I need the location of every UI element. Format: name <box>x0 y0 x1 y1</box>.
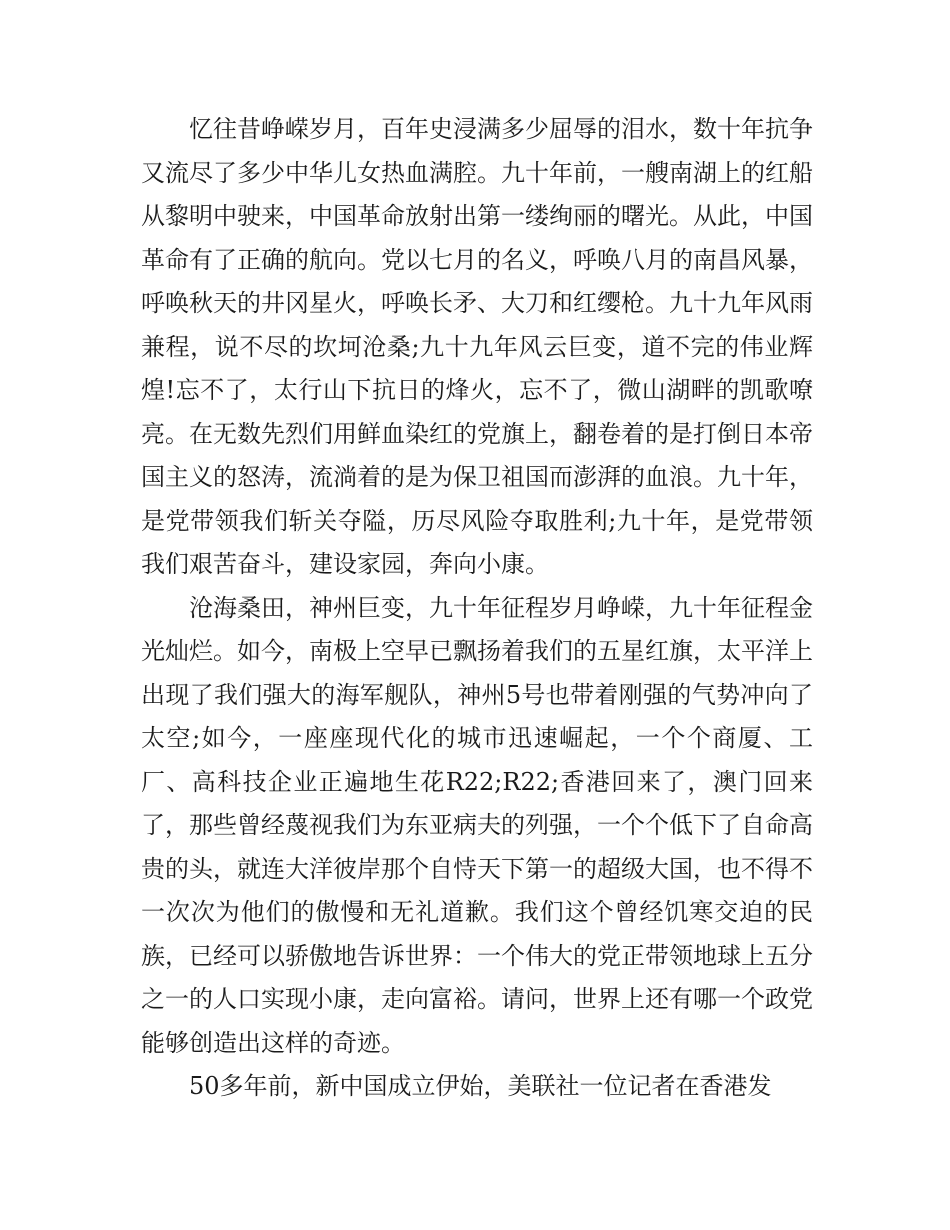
document-body <box>141 108 813 1109</box>
paragraph-2: 沧海桑田，神州巨变，九十年征程岁月峥嵘，九十年征程金光灿烂。如今，南极上空早已飘扬着我们的五星红旗，太平洋上出现了我们强大的海军舰队，神州5号也带着刚强的气势冲向了太空;如今，一座座现代化的城市迅速崛起，一个个商厦、工厂、高科技企业正遍地生花R22;R22;香港回来了，澳门回来了，那些曾经蔑视我们为东亚病夫的列强，一个个低下了自命高贵的头，就连大洋彼岸那个自恃天下第一的超级大国，也不得不一次次为他们的傲慢和无礼道歉。我们这个曾经饥寒交迫的民族，已经可以骄傲地告诉世界：一个伟大的党正带领地球上五分之一的人口实现小康，走向富裕。请问，世界上还有哪一个政党能够创造出这样的奇迹。 <box>141 593 813 1057</box>
paragraph-3: 50多年前，新中国成立伊始，美联社一位记者在香港发 <box>189 1072 772 1100</box>
paragraph-1: 忆往昔峥嵘岁月，百年史浸满多少屈辱的泪水，数十年抗争又流尽了多少中华儿女热血满腔。九十年前，一艘南湖上的红船从黎明中驶来，中国革命放射出第一缕绚丽的曙光。从此，中国革命有了正确的航向。党以七月的名义，呼唤八月的南昌风暴，呼唤秋天的井冈星火，呼唤长矛、大刀和红缨枪。九十九年风雨兼程，说不尽的坎坷沧桑;九十九年风云巨变，道不完的伟业辉煌!忘不了，太行山下抗日的烽火，忘不了，微山湖畔的凯歌嘹亮。在无数先烈们用鲜血染红的党旗上，翻卷着的是打倒日本帝国主义的怒涛，流淌着的是为保卫祖国而澎湃的血浪。九十年，是党带领我们斩关夺隘，历尽风险夺取胜利;九十年，是党带领我们艰苦奋斗，建设家园，奔向小康。 <box>141 115 813 578</box>
